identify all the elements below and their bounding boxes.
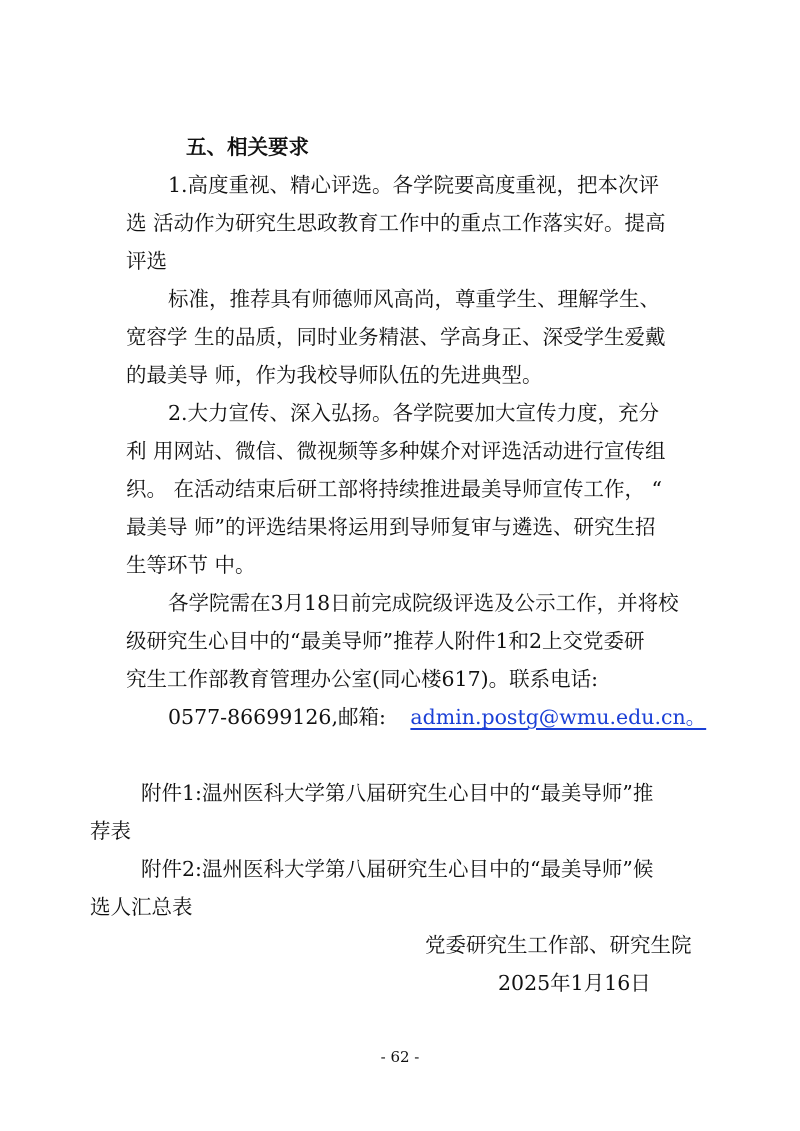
- paragraph-line: 评选: [126, 249, 167, 273]
- contact-line: [168, 703, 706, 731]
- page-number: - 62 -: [380, 1048, 420, 1066]
- paragraph-line: 级研究生心目中的“最美导师”推荐人附件1和2上交党委研: [126, 629, 645, 653]
- paragraph-line: 1.高度重视、精心评选。各学院要高度重视，把本次评: [168, 173, 660, 197]
- attachment-line: 附件1:温州医科大学第八届研究生心目中的“最美导师”推: [141, 781, 654, 805]
- issuing-organization: 党委研究生工作部、研究生院: [425, 933, 692, 957]
- paragraph-line: 究生工作部教育管理办公室(同心楼617)。联系电话:: [126, 667, 599, 691]
- attachment-line: 荐表: [90, 819, 131, 843]
- issue-date: 2025年1月16日: [498, 971, 651, 995]
- phone-number: 0577-86699126,邮箱:: [168, 705, 386, 729]
- paragraph-line: 的最美导 师，作为我校导师队伍的先进典型。: [126, 363, 543, 387]
- paragraph-line: 生等环节 中。: [126, 553, 256, 577]
- paragraph-line: 利 用网站、微信、微视频等多种媒介对评选活动进行宣传组: [126, 439, 666, 463]
- paragraph-line: 宽容学 生的品质，同时业务精湛、学高身正、深受学生爱戴: [126, 325, 666, 349]
- paragraph-line: 织。 在活动结束后研工部将持续推进最美导师宣传工作， “: [126, 477, 663, 501]
- email-link[interactable]: admin.postg@wmu.edu.cn。: [410, 705, 707, 729]
- paragraph-line: 最美导 师”的评选结果将运用到导师复审与遴选、研究生招: [126, 515, 656, 539]
- paragraph-line: 标准，推荐具有师德师风高尚，尊重学生、理解学生、: [168, 287, 660, 311]
- attachment-line: 附件2:温州医科大学第八届研究生心目中的“最美导师”候: [141, 857, 654, 881]
- section-heading: 五、相关要求: [186, 135, 309, 159]
- paragraph-line: 2.大力宣传、深入弘扬。各学院要加大宣传力度，充分: [168, 401, 660, 425]
- attachment-line: 选人汇总表: [90, 895, 193, 919]
- paragraph-line: 选 活动作为研究生思政教育工作中的重点工作落实好。提高: [126, 211, 666, 235]
- paragraph-line: 各学院需在3月18日前完成院级评选及公示工作，并将校: [168, 591, 679, 615]
